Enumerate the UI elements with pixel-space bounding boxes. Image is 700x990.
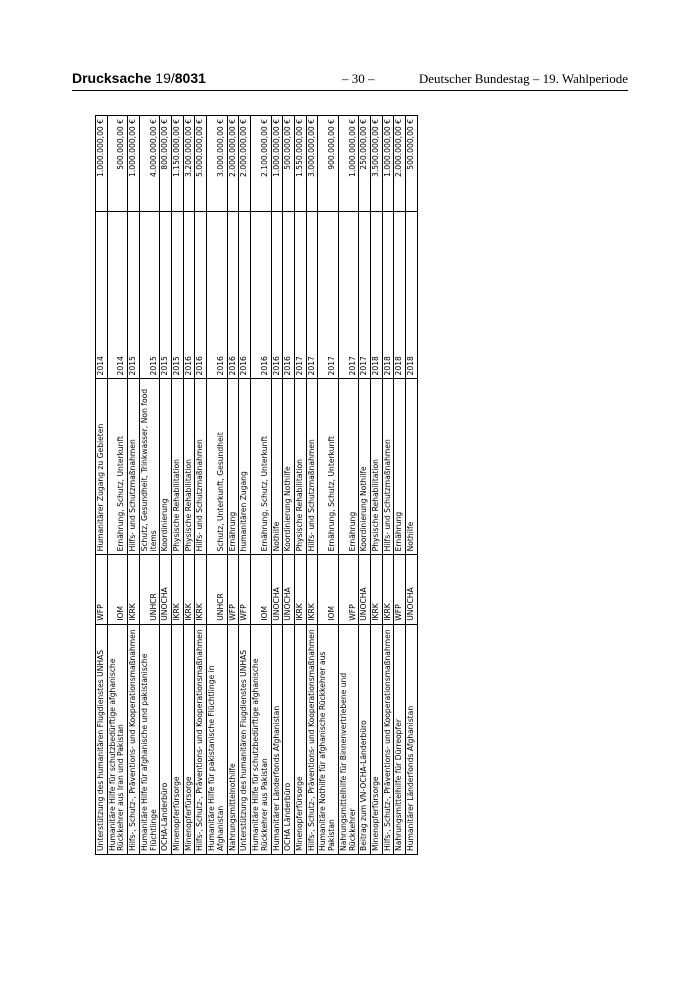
project-name-cell: Humanitäre Hilfe für afghanische und pakistanische Flüchtlinge — [139, 624, 159, 854]
project-name-cell: Hilfs-, Schutz-, Präventions- und Kooperationsmaßnahmen — [128, 624, 140, 854]
table-row — [172, 116, 184, 855]
table-row — [128, 116, 140, 855]
year-cell: 2014 — [107, 211, 127, 379]
organization-cell: UNHCR — [207, 555, 227, 624]
organization-cell: UNOCHA — [359, 555, 371, 624]
measure-cell: Nothilfe — [271, 379, 283, 555]
amount-cell: 2.000.000,00 € — [227, 116, 239, 212]
organization-cell: IOM — [251, 555, 271, 624]
year-cell: 2016 — [207, 211, 227, 379]
year-cell: 2018 — [382, 211, 394, 379]
project-name-cell: Nahrungsmittelhilfe für Binnenvertriebene und Rückkehrer — [338, 624, 358, 854]
table-row — [283, 116, 295, 855]
table-row — [294, 116, 306, 855]
table-row — [406, 116, 418, 855]
organization-cell: WFP — [394, 555, 406, 624]
table-row — [318, 116, 338, 855]
doc-label: Drucksache — [72, 70, 152, 86]
organization-cell: IKRK — [306, 555, 318, 624]
project-name-cell: Humanitäre Hilfe für schutzbedürftige afghanische Rückkehrer aus Iran und Pakistan — [107, 624, 127, 854]
project-name-cell: Humanitäre Hilfe für pakistanische Flüchtlinge in Afghanistan — [207, 624, 227, 854]
project-name-cell: Minenopferfürsorge — [370, 624, 382, 854]
measure-cell: Humanitärer Zugang zu Gebieten — [96, 379, 108, 555]
organization-cell: IOM — [318, 555, 338, 624]
project-name-cell: Minenopferfürsorge — [183, 624, 195, 854]
table-row — [338, 116, 358, 855]
amount-cell: 1.000.000,00 € — [382, 116, 394, 212]
project-name-cell: Hilfs-, Schutz-, Präventions- und Kooperationsmaßnahmen — [195, 624, 207, 854]
organization-cell: IKRK — [195, 555, 207, 624]
measure-cell: Physische Rehabilitation — [183, 379, 195, 555]
amount-cell: 800.000,00 € — [160, 116, 172, 212]
amount-cell: 2.000.000,00 € — [394, 116, 406, 212]
amount-cell: 1.000.000,00 € — [128, 116, 140, 212]
year-cell: 2016 — [227, 211, 239, 379]
table-row — [96, 116, 108, 855]
measure-cell: Koordinierung — [160, 379, 172, 555]
table-row — [359, 116, 371, 855]
measure-cell: Hilfs- und Schutzmaßnahmen — [382, 379, 394, 555]
amount-cell: 5.000.000,00 € — [195, 116, 207, 212]
measure-cell: Koordinierung Nothilfe — [359, 379, 371, 555]
project-name-cell: Humanitäre Hilfe für schutzbedürftige afghanische Rückkehrer aus Pakistan — [251, 624, 271, 854]
doc-number-prefix: 19/ — [155, 70, 175, 86]
measure-cell: Ernährung — [227, 379, 239, 555]
amount-cell: 1.550.000,00 € — [294, 116, 306, 212]
year-cell: 2015 — [128, 211, 140, 379]
table-row — [239, 116, 251, 855]
organization-cell: UNOCHA — [283, 555, 295, 624]
amount-cell: 3.500.000,00 € — [370, 116, 382, 212]
year-cell: 2018 — [406, 211, 418, 379]
table-row — [251, 116, 271, 855]
measure-cell: Hilfs- und Schutzmaßnahmen — [306, 379, 318, 555]
measure-cell: Nothilfe — [406, 379, 418, 555]
header-rule — [72, 90, 628, 91]
amount-cell: 500.000,00 € — [283, 116, 295, 212]
organization-cell: IKRK — [382, 555, 394, 624]
page-number: – 30 – — [342, 71, 375, 86]
amount-cell: 2.100.000,00 € — [251, 116, 271, 212]
measure-cell: Schutz, Gesundheit, Trinkwasser, Non food items — [139, 379, 159, 555]
page-header — [72, 70, 628, 90]
year-cell: 2016 — [271, 211, 283, 379]
measure-cell: Ernährung — [394, 379, 406, 555]
amount-cell: 500.000,00 € — [107, 116, 127, 212]
doc-number-main: 8031 — [174, 70, 206, 86]
project-name-cell: Humanitäre Nothilfe für afghanische Rückkehrer aus Pakistan — [318, 624, 338, 854]
year-cell: 2018 — [394, 211, 406, 379]
parliament-title: Deutscher Bundestag – 19. Wahlperiode — [418, 71, 628, 86]
measure-cell: Ernährung, Schutz, Unterkunft — [251, 379, 271, 555]
measure-cell: Ernährung — [338, 379, 358, 555]
organization-cell: WFP — [338, 555, 358, 624]
amount-cell: 500.000,00 € — [406, 116, 418, 212]
table-row — [394, 116, 406, 855]
measure-cell: Ernährung, Schutz, Unterkunft — [318, 379, 338, 555]
organization-cell: IKRK — [370, 555, 382, 624]
measure-cell: Koordinierung Nothilfe — [283, 379, 295, 555]
organization-cell: UNOCHA — [160, 555, 172, 624]
rotated-table — [95, 115, 605, 855]
amount-cell: 1.000.000,00 € — [338, 116, 358, 212]
document-number — [72, 70, 206, 86]
amount-cell: 1.150.000,00 € — [172, 116, 184, 212]
amount-cell: 900.000,00 € — [318, 116, 338, 212]
project-name-cell: Minenopferfürsorge — [294, 624, 306, 854]
table-row — [382, 116, 394, 855]
project-name-cell: Humanitärer Länderfonds Afghanistan — [406, 624, 418, 854]
table-row — [271, 116, 283, 855]
project-name-cell: Minenopferfürsorge — [172, 624, 184, 854]
organization-cell: IKRK — [128, 555, 140, 624]
year-cell: 2015 — [160, 211, 172, 379]
amount-cell: 250.000,00 € — [359, 116, 371, 212]
measure-cell: humanitären Zugang — [239, 379, 251, 555]
amount-cell: 3.200.000,00 € — [183, 116, 195, 212]
year-cell: 2017 — [306, 211, 318, 379]
organization-cell: IOM — [107, 555, 127, 624]
organization-cell: UNHCR — [139, 555, 159, 624]
project-name-cell: Nahrungsmittelhilfe für Dürreopfer — [394, 624, 406, 854]
table-row — [195, 116, 207, 855]
measure-cell: Ernährung, Schutz, Unterkunft — [107, 379, 127, 555]
measure-cell: Hilfs- und Schutzmaßnahmen — [128, 379, 140, 555]
table-container — [95, 115, 605, 855]
year-cell: 2017 — [359, 211, 371, 379]
table-row — [139, 116, 159, 855]
measure-cell: Physische Rehabilitation — [370, 379, 382, 555]
measure-cell: Physische Rehabilitation — [294, 379, 306, 555]
table-row — [306, 116, 318, 855]
project-name-cell: Hilfs-, Schutz-, Präventions- und Kooperationsmaßnahmen — [306, 624, 318, 854]
project-name-cell: Nahrungsmittelnothilfe — [227, 624, 239, 854]
organization-cell: WFP — [96, 555, 108, 624]
amount-cell: 3.000.000,00 € — [306, 116, 318, 212]
project-name-cell: Hilfs-, Schutz-, Präventions- und Kooperationsmaßnahmen — [382, 624, 394, 854]
amount-cell: 4.000.000,00 € — [139, 116, 159, 212]
table-row — [183, 116, 195, 855]
project-name-cell: OCHA-Länderbüro — [160, 624, 172, 854]
year-cell: 2018 — [370, 211, 382, 379]
year-cell: 2016 — [195, 211, 207, 379]
project-name-cell: Unterstützung des humanitären Flugdienstes UNHAS — [239, 624, 251, 854]
organization-cell: UNOCHA — [271, 555, 283, 624]
table-row — [370, 116, 382, 855]
organization-cell: WFP — [227, 555, 239, 624]
amount-cell: 2.000.000,00 € — [239, 116, 251, 212]
organization-cell: IKRK — [172, 555, 184, 624]
amount-cell: 3.000.000,00 € — [207, 116, 227, 212]
table-row — [207, 116, 227, 855]
year-cell: 2016 — [283, 211, 295, 379]
organization-cell: WFP — [239, 555, 251, 624]
year-cell: 2015 — [139, 211, 159, 379]
organization-cell: UNOCHA — [406, 555, 418, 624]
project-name-cell: OCHA Länderbüro — [283, 624, 295, 854]
table-row — [227, 116, 239, 855]
table-row — [160, 116, 172, 855]
project-name-cell: Unterstützung des humanitären Flugdienstes UNHAS — [96, 624, 108, 854]
year-cell: 2017 — [294, 211, 306, 379]
project-name-cell: Humanitärer Länderfonds Afghanistan — [271, 624, 283, 854]
year-cell: 2016 — [239, 211, 251, 379]
aid-table — [95, 115, 418, 855]
measure-cell: Schutz, Unterkunft, Gesundheit — [207, 379, 227, 555]
year-cell: 2014 — [96, 211, 108, 379]
year-cell: 2017 — [318, 211, 338, 379]
organization-cell: IKRK — [294, 555, 306, 624]
table-row — [107, 116, 127, 855]
year-cell: 2015 — [172, 211, 184, 379]
year-cell: 2016 — [183, 211, 195, 379]
measure-cell: Physische Rehabilitation — [172, 379, 184, 555]
measure-cell: Hilfs- und Schutzmaßnahmen — [195, 379, 207, 555]
amount-cell: 1.000.000,00 € — [271, 116, 283, 212]
year-cell: 2017 — [338, 211, 358, 379]
amount-cell: 1.000.000,00 € — [96, 116, 108, 212]
project-name-cell: Beitrag zum VN-OCHA-Länderbüro — [359, 624, 371, 854]
year-cell: 2016 — [251, 211, 271, 379]
organization-cell: IKRK — [183, 555, 195, 624]
